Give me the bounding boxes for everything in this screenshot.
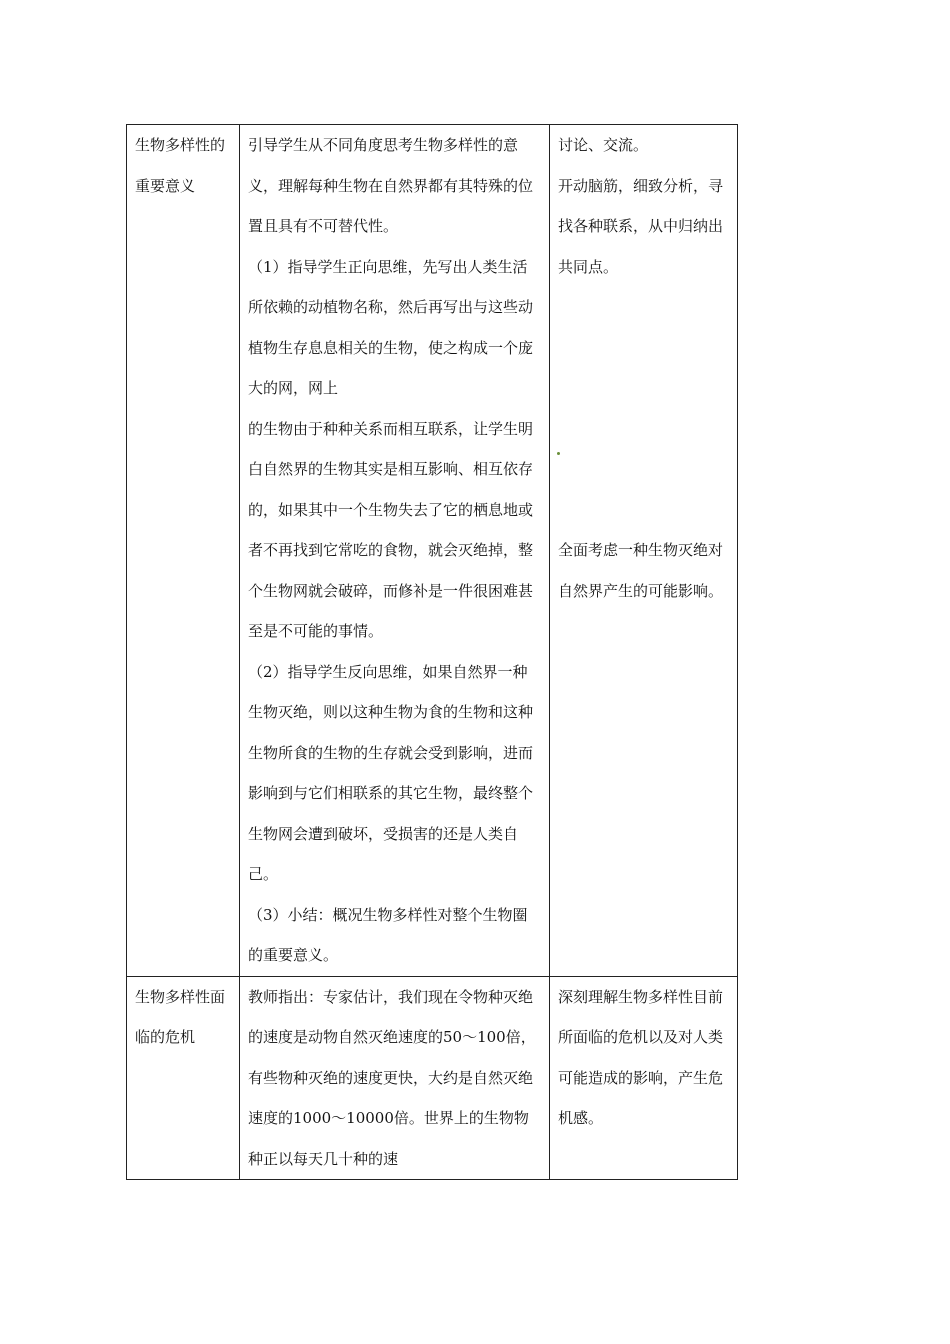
student-activity-cell — [550, 976, 738, 1180]
table-row — [127, 976, 738, 1180]
topic-cell — [127, 125, 240, 977]
student-paragraph: 全面考虑一种生物灭绝对自然界产生的可能影响。 — [558, 541, 724, 600]
teacher-paragraph: （3）小结：概况生物多样性对整个生物圈的重要意义。 — [248, 905, 528, 964]
topic-text: 生物多样性面临的危机 — [135, 987, 226, 1046]
student-paragraph: 开动脑筋，细致分析，寻找各种联系，从中归纳出共同点。 — [558, 176, 724, 276]
stray-mark — [557, 452, 560, 455]
spacer — [558, 287, 729, 530]
teacher-paragraph: 引导学生从不同角度思考生物多样性的意义，理解每种生物在自然界都有其特殊的位置且具有不可替代性。 — [248, 136, 534, 235]
lesson-plan-table — [126, 124, 738, 1180]
teacher-paragraph: （1）指导学生正向思维，先写出人类生活所依赖的动植物名称，然后再写出与这些动植物生存息息相关的生物，使之构成一个庞大的网，网上 — [248, 257, 534, 397]
teacher-paragraph: 的生物由于种种关系而相互联系，让学生明白自然界的生物其实是相互影响、相互依存的，如果其中一个生物失去了它的栖息地或者不再找到它常吃的食物，就会灭绝掉，整个生物网就会破碎，而修补是一件很困难甚至是不可能的事情。 — [248, 419, 534, 640]
topic-cell — [127, 976, 240, 1180]
student-activity-cell — [550, 125, 738, 977]
teacher-activity-cell — [240, 125, 550, 977]
topic-text: 生物多样性的重要意义 — [135, 136, 226, 195]
teacher-paragraph: 教师指出：专家估计，我们现在令物种灭绝的速度是动物自然灭绝速度的50～100倍，有些物种灭绝的速度更快，大约是自然灭绝速度的1000～10000倍。世界上的生物物种正以每天几十种的速 — [248, 987, 536, 1168]
table-row — [127, 125, 738, 977]
teacher-activity-cell — [240, 976, 550, 1180]
student-paragraph: 深刻理解生物多样性目前所面临的危机以及对人类可能造成的影响，产生危机感。 — [558, 987, 724, 1127]
student-paragraph: 讨论、交流。 — [558, 136, 649, 154]
teacher-paragraph: （2）指导学生反向思维，如果自然界一种生物灭绝，则以这种生物为食的生物和这种生物所食的生物的生存就会受到影响，进而影响到与它们相联系的其它生物，最终整个生物网会遭到破坏，受损害的还是人类自己。 — [248, 662, 534, 883]
